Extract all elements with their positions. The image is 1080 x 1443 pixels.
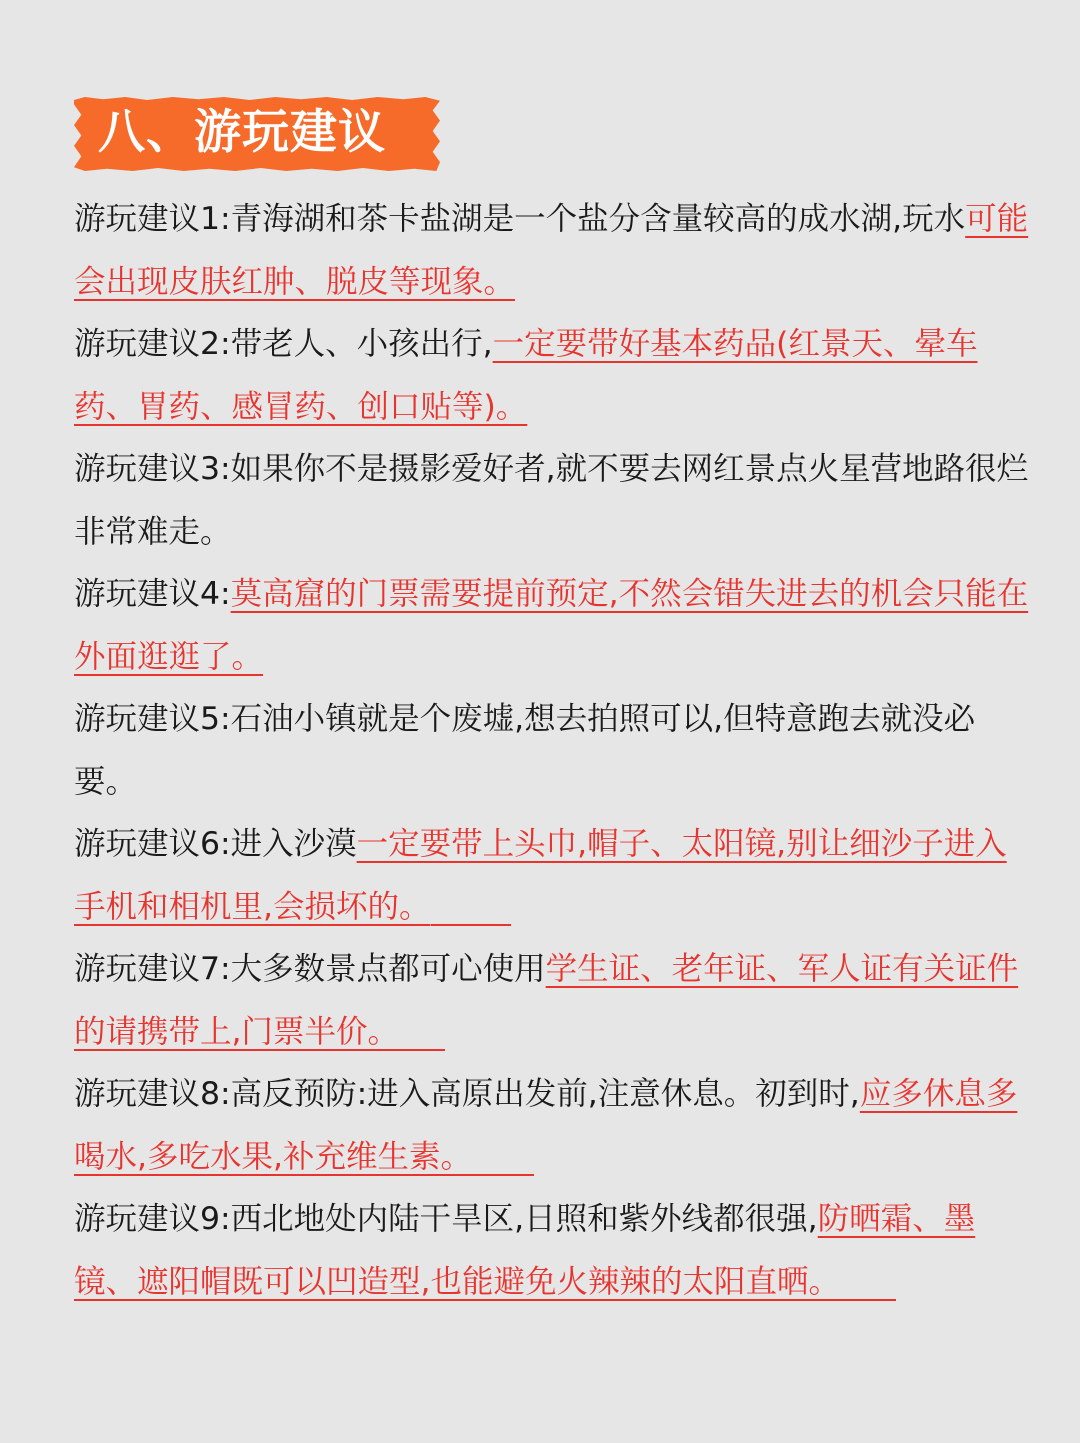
tip-prefix: 游玩建议2: — [74, 326, 231, 362]
tip-highlight-text: 学生证、老年证、军人证有关证件的请携带上,门票半价。 — [74, 951, 1019, 1050]
tip-item — [74, 313, 1030, 438]
tips-list — [74, 188, 1030, 1313]
tip-prefix: 游玩建议5: — [74, 701, 231, 737]
tip-prefix: 游玩建议6: — [74, 826, 231, 862]
tip-plain-text: 进入沙漠 — [230, 826, 357, 862]
section-heading-banner — [74, 97, 440, 171]
tip-item — [74, 938, 1030, 1063]
tip-highlight-text: 应多休息多喝水,多吃水果,补充维生素。 — [74, 1076, 1018, 1175]
underline-extension — [840, 1299, 896, 1301]
underline-extension — [431, 924, 511, 926]
tip-prefix: 游玩建议3: — [74, 451, 231, 487]
tip-plain-text: 带老人、小孩出行, — [230, 326, 493, 362]
tip-plain-text: 如果你不是摄影爱好者,就不要去网红景点火星营地路很烂非常难走。 — [74, 451, 1029, 550]
tip-item — [74, 1188, 1030, 1313]
tip-prefix: 游玩建议4: — [74, 576, 231, 612]
tip-item — [74, 563, 1030, 688]
tip-highlight-text: 防晒霜、墨镜、遮阳帽既可以凹造型,也能避免火辣辣的太阳直晒。 — [74, 1201, 976, 1300]
underline-extension — [472, 1174, 534, 1176]
section-heading: 八、游玩建议 — [98, 105, 386, 160]
tip-item — [74, 1063, 1030, 1188]
tip-highlight-text: 莫高窟的门票需要提前预定,不然会错失进去的机会只能在外面逛逛了。 — [74, 576, 1029, 675]
tip-plain-text: 石油小镇就是个废墟,想去拍照可以,但特意跑去就没必要。 — [74, 701, 976, 800]
tip-plain-text: 青海湖和茶卡盐湖是一个盐分含量较高的成水湖,玩水 — [230, 201, 966, 237]
underline-extension — [399, 1049, 445, 1051]
tip-plain-text: 高反预防:进入高原出发前,注意休息。初到时, — [230, 1076, 860, 1112]
tip-item — [74, 438, 1030, 563]
tip-highlight-text: 一定要带上头巾,帽子、太阳镜,别让细沙子进入手机和相机里,会损坏的。 — [74, 826, 1007, 925]
tip-prefix: 游玩建议1: — [74, 201, 231, 237]
tip-plain-text: 大多数景点都可心使用 — [230, 951, 546, 987]
tip-prefix: 游玩建议9: — [74, 1201, 231, 1237]
tip-highlight-text: 可能会出现皮肤红肿、脱皮等现象。 — [74, 201, 1029, 300]
tip-prefix: 游玩建议7: — [74, 951, 231, 987]
tip-highlight-text: 一定要带好基本药品(红景天、晕车药、胃药、感冒药、创口贴等)。 — [74, 326, 978, 425]
tip-plain-text: 西北地处内陆干旱区,日照和紫外线都很强, — [230, 1201, 818, 1237]
tip-item — [74, 188, 1030, 313]
tip-item — [74, 813, 1030, 938]
tip-prefix: 游玩建议8: — [74, 1076, 231, 1112]
tip-item — [74, 688, 1030, 813]
